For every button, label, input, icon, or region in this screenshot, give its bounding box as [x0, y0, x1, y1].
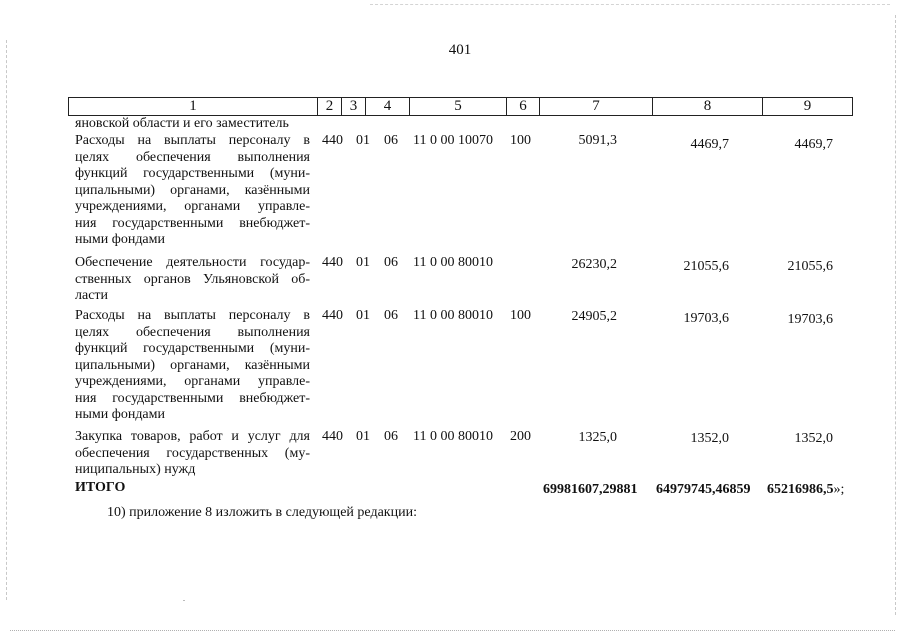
description-line: ниципальных) нужд — [75, 462, 196, 477]
cell-year1: 26230,2 — [571, 257, 617, 272]
description-line: ния государственными внебюджет- — [75, 390, 310, 406]
description-line: Расходы на выплаты персоналу в — [75, 308, 310, 323]
total-year3: 65216986,5 — [767, 482, 834, 497]
header-col-9: 9 — [762, 98, 852, 115]
header-col-5: 5 — [409, 98, 506, 115]
cell-pr: 06 — [384, 429, 398, 444]
description-line: целях обеспечения выполнения — [75, 149, 310, 165]
cell-ved: 440 — [322, 255, 343, 270]
description-line: ципальными) органами, казёнными — [75, 357, 310, 373]
cell-rz: 01 — [356, 429, 370, 444]
cell-ved: 440 — [322, 429, 343, 444]
header-col-6: 6 — [506, 98, 539, 115]
cell-year1: 24905,2 — [571, 309, 617, 324]
description-line: обеспечения государственных (му- — [75, 445, 310, 461]
header-col-2: 2 — [317, 98, 341, 115]
cell-vr: 200 — [510, 429, 531, 444]
cell-ved: 440 — [322, 308, 343, 323]
description-line: учреждениями, органами управле- — [75, 374, 310, 389]
description-line: целях обеспечения выполнения — [75, 324, 310, 340]
header-col-4: 4 — [365, 98, 409, 115]
table-header-row — [68, 97, 853, 116]
page-number: 401 — [448, 42, 472, 58]
cell-pr: 06 — [384, 133, 398, 148]
description-line: Обеспечение деятельности государ- — [75, 255, 310, 270]
total-year1: 69981607,29881 — [543, 482, 638, 497]
cell-csr: 11 0 00 80010 — [413, 255, 493, 270]
description-line: ными фондами — [75, 407, 166, 422]
cell-year2: 19703,6 — [683, 311, 729, 326]
cell-vr: 100 — [510, 308, 531, 323]
row-description — [75, 429, 310, 479]
row-description — [75, 255, 310, 305]
description-line: Закупка товаров, работ и услуг для — [75, 429, 310, 444]
page-border-left — [6, 40, 7, 600]
cell-vr: 100 — [510, 133, 531, 148]
cell-year3: 1352,0 — [794, 431, 833, 446]
row-description — [75, 133, 310, 249]
total-year3-group — [767, 482, 844, 498]
description-line: ными фондами — [75, 232, 166, 247]
description-line: ципальными) органами, казёнными — [75, 182, 310, 198]
total-year2: 64979745,46859 — [656, 482, 751, 497]
page-border-top — [370, 4, 890, 5]
cell-pr: 06 — [384, 308, 398, 323]
page-border-right — [895, 15, 896, 615]
description-line: ственных органов Ульяновской об- — [75, 271, 310, 287]
continuation-text: яновской области и его заместитель — [75, 116, 289, 131]
total-label: ИТОГО — [75, 480, 126, 495]
description-line: ласти — [75, 288, 109, 303]
cell-csr: 11 0 00 80010 — [413, 308, 493, 323]
cell-year3: 4469,7 — [794, 137, 833, 152]
scan-speck — [183, 600, 185, 601]
cell-year1: 5091,3 — [578, 133, 617, 148]
cell-rz: 01 — [356, 133, 370, 148]
cell-year2: 21055,6 — [683, 259, 729, 274]
cell-year1: 1325,0 — [578, 430, 617, 445]
header-col-7: 7 — [539, 98, 652, 115]
row-description — [75, 308, 310, 424]
cell-csr: 11 0 00 80010 — [413, 429, 493, 444]
cell-pr: 06 — [384, 255, 398, 270]
page-border-bottom — [10, 630, 895, 631]
cell-csr: 11 0 00 10070 — [413, 133, 493, 148]
cell-ved: 440 — [322, 133, 343, 148]
description-line: функций государственными (муни- — [75, 341, 310, 356]
cell-rz: 01 — [356, 255, 370, 270]
next-paragraph: 10) приложение 8 изложить в следующей редакции: — [107, 505, 417, 520]
total-closing-quote: »; — [833, 482, 845, 497]
cell-year2: 4469,7 — [690, 137, 729, 152]
description-line: ния государственными внебюджет- — [75, 215, 310, 231]
description-line: функций государственными (муни- — [75, 166, 310, 181]
cell-year3: 21055,6 — [787, 259, 833, 274]
header-col-8: 8 — [652, 98, 762, 115]
description-line: учреждениями, органами управле- — [75, 199, 310, 214]
header-col-3: 3 — [341, 98, 365, 115]
header-col-1: 1 — [189, 98, 197, 114]
description-line: Расходы на выплаты персоналу в — [75, 133, 310, 148]
cell-year3: 19703,6 — [787, 312, 833, 327]
cell-year2: 1352,0 — [690, 431, 729, 446]
cell-rz: 01 — [356, 308, 370, 323]
